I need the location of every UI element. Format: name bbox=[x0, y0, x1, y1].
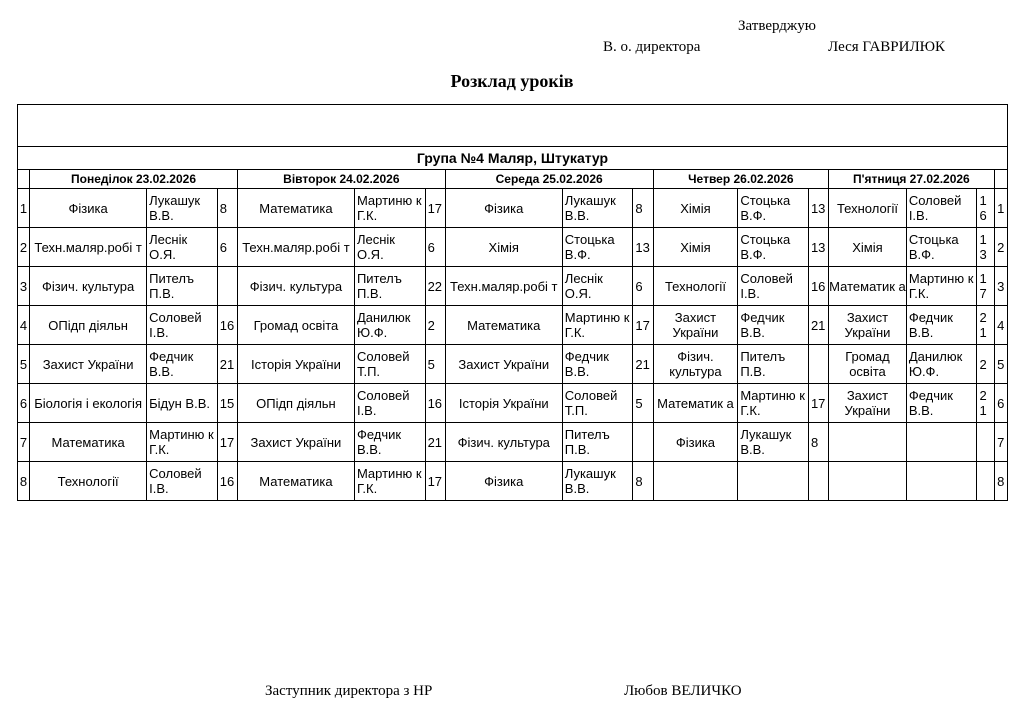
room-cell: 17 bbox=[808, 384, 828, 423]
room-cell: 16 bbox=[425, 384, 445, 423]
lesson-number-right: 4 bbox=[994, 306, 1007, 345]
room-cell: 21 bbox=[977, 384, 994, 423]
room-cell: 16 bbox=[217, 306, 237, 345]
teacher-cell: Соловей І.В. bbox=[147, 306, 218, 345]
schedule-table bbox=[17, 104, 1008, 501]
teacher-cell: Федчик В.В. bbox=[906, 306, 977, 345]
teacher-cell: Соловей І.В. bbox=[354, 384, 425, 423]
subject-cell: Фізич. культура bbox=[653, 345, 738, 384]
teacher-cell: Леснік О.Я. bbox=[147, 228, 218, 267]
group-title: Група №4 Маляр, Штукатур bbox=[18, 147, 1008, 170]
lesson-number: 7 bbox=[18, 423, 30, 462]
room-cell: 21 bbox=[217, 345, 237, 384]
room-cell: 5 bbox=[633, 384, 653, 423]
subject-cell: ОПідп діяльн bbox=[237, 384, 354, 423]
subject-cell: Технології bbox=[30, 462, 147, 501]
teacher-cell: Стоцька В.Ф. bbox=[738, 228, 809, 267]
lesson-number: 5 bbox=[18, 345, 30, 384]
director-name: Леся ГАВРИЛЮК bbox=[828, 39, 946, 55]
day-header: Четвер 26.02.2026 bbox=[653, 170, 829, 189]
table-row bbox=[18, 267, 1008, 306]
subject-cell: Фізика bbox=[445, 189, 562, 228]
teacher-cell: Пителъ П.В. bbox=[147, 267, 218, 306]
teacher-cell: Мартиню к Г.К. bbox=[906, 267, 977, 306]
teacher-cell: Пителъ П.В. bbox=[738, 345, 809, 384]
teacher-cell: Федчик В.В. bbox=[147, 345, 218, 384]
teacher-cell: Федчик В.В. bbox=[562, 345, 633, 384]
table-row bbox=[18, 189, 1008, 228]
teacher-cell: Мартиню к Г.К. bbox=[354, 189, 425, 228]
subject-cell bbox=[653, 462, 738, 501]
subject-cell bbox=[829, 423, 907, 462]
teacher-cell: Мартиню к Г.К. bbox=[354, 462, 425, 501]
teacher-cell: Соловей І.В. bbox=[147, 462, 218, 501]
room-cell: 17 bbox=[217, 423, 237, 462]
room-cell: 21 bbox=[808, 306, 828, 345]
teacher-cell: Лукашук В.В. bbox=[147, 189, 218, 228]
director-role: В. о. директора bbox=[603, 39, 701, 55]
days-corner-right bbox=[994, 170, 1007, 189]
teacher-cell bbox=[906, 462, 977, 501]
teacher-cell bbox=[906, 423, 977, 462]
lesson-number: 1 bbox=[18, 189, 30, 228]
subject-cell: Фізич. культура bbox=[445, 423, 562, 462]
day-header: П'ятниця 27.02.2026 bbox=[829, 170, 994, 189]
lesson-number: 6 bbox=[18, 384, 30, 423]
room-cell: 8 bbox=[808, 423, 828, 462]
room-cell: 13 bbox=[808, 189, 828, 228]
subject-cell: Хімія bbox=[653, 189, 738, 228]
lesson-number-right: 1 bbox=[994, 189, 1007, 228]
room-cell: 17 bbox=[633, 306, 653, 345]
lesson-number-right: 5 bbox=[994, 345, 1007, 384]
subject-cell: Математика bbox=[237, 462, 354, 501]
subject-cell: Техн.маляр.робі т bbox=[237, 228, 354, 267]
table-row bbox=[18, 306, 1008, 345]
teacher-cell: Леснік О.Я. bbox=[562, 267, 633, 306]
table-row bbox=[18, 384, 1008, 423]
subject-cell: Математика bbox=[30, 423, 147, 462]
lesson-number-right: 8 bbox=[994, 462, 1007, 501]
subject-cell: Технології bbox=[653, 267, 738, 306]
teacher-cell: Мартиню к Г.К. bbox=[147, 423, 218, 462]
room-cell bbox=[808, 345, 828, 384]
lesson-number: 3 bbox=[18, 267, 30, 306]
subject-cell: Фізич. культура bbox=[30, 267, 147, 306]
table-top-spacer bbox=[18, 105, 1008, 147]
subject-cell: Громад освіта bbox=[237, 306, 354, 345]
room-cell: 21 bbox=[633, 345, 653, 384]
room-cell bbox=[217, 267, 237, 306]
lesson-number: 4 bbox=[18, 306, 30, 345]
teacher-cell: Соловей Т.П. bbox=[354, 345, 425, 384]
teacher-cell: Данилюк Ю.Ф. bbox=[354, 306, 425, 345]
room-cell bbox=[977, 462, 994, 501]
subject-cell: Математик а bbox=[653, 384, 738, 423]
subject-cell: Фізика bbox=[445, 462, 562, 501]
room-cell: 21 bbox=[977, 306, 994, 345]
teacher-cell: Федчик В.В. bbox=[354, 423, 425, 462]
teacher-cell: Мартиню к Г.К. bbox=[738, 384, 809, 423]
room-cell bbox=[977, 423, 994, 462]
teacher-cell: Стоцька В.Ф. bbox=[562, 228, 633, 267]
room-cell: 6 bbox=[633, 267, 653, 306]
subject-cell: Історія України bbox=[237, 345, 354, 384]
teacher-cell: Леснік О.Я. bbox=[354, 228, 425, 267]
subject-cell: ОПідп діяльн bbox=[30, 306, 147, 345]
subject-cell: Громад освіта bbox=[829, 345, 907, 384]
subject-cell: Математик а bbox=[829, 267, 907, 306]
subject-cell bbox=[829, 462, 907, 501]
subject-cell: Техн.маляр.робі т bbox=[30, 228, 147, 267]
subject-cell: Захист України bbox=[445, 345, 562, 384]
lesson-number-right: 6 bbox=[994, 384, 1007, 423]
room-cell: 6 bbox=[425, 228, 445, 267]
room-cell: 21 bbox=[425, 423, 445, 462]
subject-cell: Хімія bbox=[445, 228, 562, 267]
subject-cell: Хімія bbox=[829, 228, 907, 267]
teacher-cell: Пителъ П.В. bbox=[354, 267, 425, 306]
deputy-name: Любов ВЕЛИЧКО bbox=[624, 683, 742, 699]
teacher-cell: Федчик В.В. bbox=[738, 306, 809, 345]
subject-cell: Захист України bbox=[653, 306, 738, 345]
lesson-number: 8 bbox=[18, 462, 30, 501]
subject-cell: Техн.маляр.робі т bbox=[445, 267, 562, 306]
table-row bbox=[18, 462, 1008, 501]
room-cell: 17 bbox=[425, 462, 445, 501]
teacher-cell: Федчик В.В. bbox=[906, 384, 977, 423]
subject-cell: Математика bbox=[445, 306, 562, 345]
deputy-role: Заступник директора з НР bbox=[265, 683, 433, 699]
room-cell: 13 bbox=[808, 228, 828, 267]
room-cell: 22 bbox=[425, 267, 445, 306]
room-cell: 16 bbox=[808, 267, 828, 306]
teacher-cell: Стоцька В.Ф. bbox=[738, 189, 809, 228]
teacher-cell: Соловей Т.П. bbox=[562, 384, 633, 423]
room-cell bbox=[633, 423, 653, 462]
subject-cell: Захист України bbox=[237, 423, 354, 462]
table-row bbox=[18, 228, 1008, 267]
room-cell: 2 bbox=[425, 306, 445, 345]
day-header: Понеділок 23.02.2026 bbox=[30, 170, 238, 189]
room-cell: 13 bbox=[633, 228, 653, 267]
page-title: Розклад уроків bbox=[450, 71, 574, 91]
days-corner bbox=[18, 170, 30, 189]
lesson-number: 2 bbox=[18, 228, 30, 267]
room-cell: 5 bbox=[425, 345, 445, 384]
room-cell: 17 bbox=[425, 189, 445, 228]
room-cell: 8 bbox=[633, 189, 653, 228]
teacher-cell: Соловей І.В. bbox=[738, 267, 809, 306]
teacher-cell bbox=[738, 462, 809, 501]
teacher-cell: Бідун В.В. bbox=[147, 384, 218, 423]
teacher-cell: Мартиню к Г.К. bbox=[562, 306, 633, 345]
room-cell bbox=[808, 462, 828, 501]
room-cell: 8 bbox=[217, 189, 237, 228]
days-row bbox=[18, 170, 1008, 189]
room-cell: 13 bbox=[977, 228, 994, 267]
room-cell: 6 bbox=[217, 228, 237, 267]
table-row bbox=[18, 345, 1008, 384]
lesson-number-right: 3 bbox=[994, 267, 1007, 306]
subject-cell: Технології bbox=[829, 189, 907, 228]
room-cell: 8 bbox=[633, 462, 653, 501]
approve-label: Затверджую bbox=[738, 18, 816, 34]
lesson-number-right: 7 bbox=[994, 423, 1007, 462]
subject-cell: Хімія bbox=[653, 228, 738, 267]
subject-cell: Фізика bbox=[30, 189, 147, 228]
subject-cell: Фізика bbox=[653, 423, 738, 462]
teacher-cell: Лукашук В.В. bbox=[738, 423, 809, 462]
subject-cell: Фізич. культура bbox=[237, 267, 354, 306]
subject-cell: Захист України bbox=[30, 345, 147, 384]
teacher-cell: Стоцька В.Ф. bbox=[906, 228, 977, 267]
subject-cell: Біологія і екологія bbox=[30, 384, 147, 423]
room-cell: 17 bbox=[977, 267, 994, 306]
teacher-cell: Данилюк Ю.Ф. bbox=[906, 345, 977, 384]
teacher-cell: Лукашук В.В. bbox=[562, 462, 633, 501]
room-cell: 16 bbox=[217, 462, 237, 501]
day-header: Вівторок 24.02.2026 bbox=[237, 170, 445, 189]
teacher-cell: Пителъ П.В. bbox=[562, 423, 633, 462]
day-header: Середа 25.02.2026 bbox=[445, 170, 653, 189]
subject-cell: Захист України bbox=[829, 384, 907, 423]
lesson-number-right: 2 bbox=[994, 228, 1007, 267]
subject-cell: Захист України bbox=[829, 306, 907, 345]
room-cell: 15 bbox=[217, 384, 237, 423]
room-cell: 2 bbox=[977, 345, 994, 384]
group-row bbox=[18, 147, 1008, 170]
subject-cell: Математика bbox=[237, 189, 354, 228]
teacher-cell: Соловей І.В. bbox=[906, 189, 977, 228]
room-cell: 16 bbox=[977, 189, 994, 228]
table-row bbox=[18, 423, 1008, 462]
subject-cell: Історія України bbox=[445, 384, 562, 423]
teacher-cell: Лукашук В.В. bbox=[562, 189, 633, 228]
